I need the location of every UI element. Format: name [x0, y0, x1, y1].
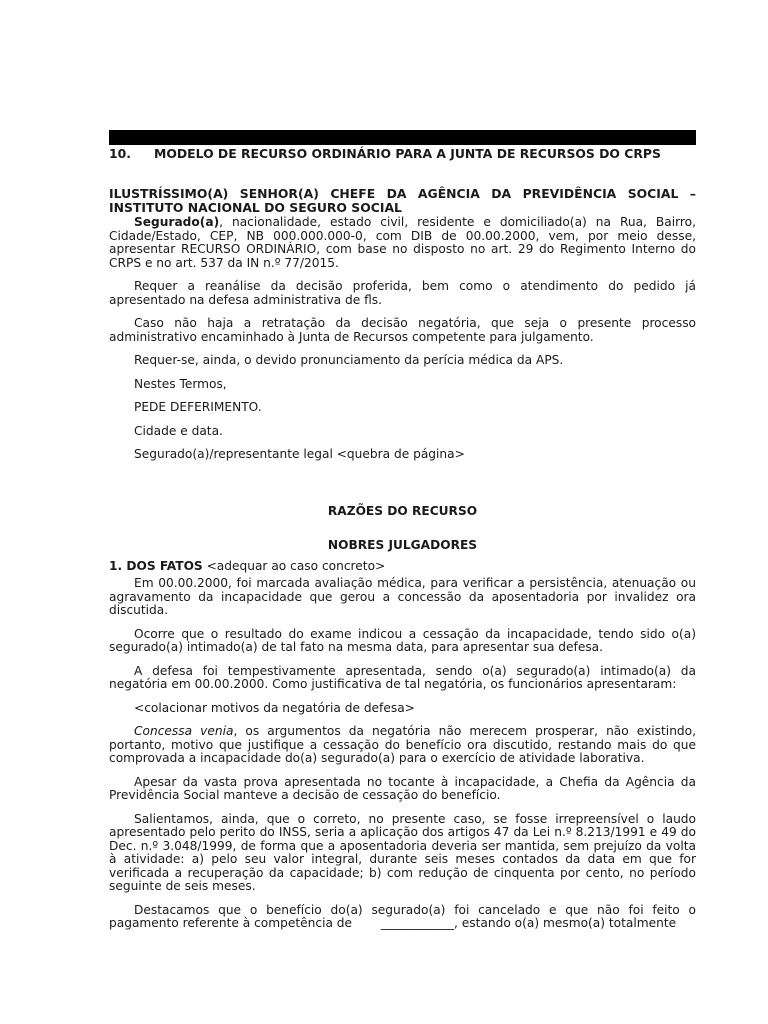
- fatos-paragraph-8-before: Destacamos que o benefício do(a) segurado(a) foi cancelado e que não foi feito o pagamento referente à competência de: [109, 902, 696, 930]
- segurado-label: Segurado(a): [134, 215, 220, 229]
- fatos-paragraph-5: [109, 725, 696, 766]
- julgadores-title: NOBRES JULGADORES: [327, 538, 478, 552]
- competencia-blank: ____________: [380, 916, 455, 930]
- paragraph-retratacao: Caso não haja a retratação da decisão negatória, que seja o presente processo administrativo encaminhado à Junta de Recursos competente para julgamento.: [109, 316, 696, 344]
- concessa-venia: Concessa venia: [134, 724, 234, 738]
- closing-termos: Nestes Termos,: [134, 376, 227, 391]
- razoes-title: RAZÕES DO RECURSO: [327, 503, 478, 518]
- fatos-paragraph-7: Salientamos, ainda, que o correto, no presente caso, se fosse irrepreensível o laudo apresentado pelo perito do INSS, seria a aplicação dos artigos 47 da Lei n.º 8.213/1991 e 49 do Dec. n.º 3.048/1999, de forma que a aposentadoria deveria ser mantida, sem prejuízo da volta à atividade: a) pelo seu valor integral, durante seis meses contados da data em que for verificada a recuperação da capacidade; b) com redução de cinquenta por cento, no período seguinte de seis meses.: [109, 811, 696, 893]
- section-title: MODELO DE RECURSO ORDINÁRIO PARA A JUNTA DE RECURSOS DO CRPS: [154, 146, 661, 161]
- paragraph-reanalise: Requer a reanálise da decisão proferida, bem como o atendimento do pedido já apresentado na defesa administrativa de fls.: [109, 279, 696, 307]
- fatos-note: <adequar ao caso concreto>: [202, 558, 386, 573]
- section-heading: [109, 147, 696, 161]
- paragraph-intro-text: , nacionalidade, estado civil, residente e domiciliado(a) na Rua, Bairro, Cidade/Estado, CEP, NB 000.000.000-0, com DIB de 00.00.2000, vem, por meio desse, apresentar RECURSO ORDINÁRIO, com base no disposto no art. 29 do Regimento Interno do CRPS e no art. 537 da IN n.º 77/2015.: [109, 215, 696, 270]
- fatos-paragraph-1: Em 00.00.2000, foi marcada avaliação médica, para verificar a persistência, atenuação ou agravamento da incapacidade que gerou a concessão da aposentadoria por invalidez ora discutida.: [109, 576, 696, 617]
- fatos-paragraph-8-after: , estando o(a) mesmo(a) totalmente: [454, 916, 677, 930]
- header-bar: [109, 130, 696, 145]
- paragraph-pericia: Requer-se, ainda, o devido pronunciamento da perícia médica da APS.: [134, 353, 564, 367]
- address-line: ILUSTRÍSSIMO(A) SENHOR(A) CHEFE DA AGÊNCIA DA PREVIDÊNCIA SOCIAL – INSTITUTO NACIONAL DO SEGURO SOCIAL: [109, 186, 696, 215]
- fatos-paragraph-5-text: , os argumentos da negatória não merecem prosperar, não existindo, portanto, motivo que justifique a cessação do benefício ora discutido, restando mais do que comprovada a incapacidade do(a) segurado(a) para o exercício de atividade laborativa.: [109, 724, 696, 765]
- paragraph-intro: [109, 216, 696, 270]
- fatos-paragraph-2: Ocorre que o resultado do exame indicou a cessação da incapacidade, tendo sido o(a) segurado(a) intimado(a) de tal fato na mesma data, para apresentar sua defesa.: [109, 626, 696, 654]
- fatos-label: 1. DOS FATOS: [109, 558, 203, 573]
- fatos-paragraph-6: Apesar da vasta prova apresentada no tocante à incapacidade, a Chefia da Agência da Previdência Social manteve a decisão de cessação do benefício.: [109, 774, 696, 802]
- fatos-paragraph-4: <colacionar motivos da negatória de defesa>: [134, 700, 415, 715]
- document-content: [109, 130, 696, 931]
- fatos-paragraph-3: A defesa foi tempestivamente apresentada, sendo o(a) segurado(a) intimado(a) da negatória em 00.00.2000. Como justificativa de tal negatória, os funcionários apresentaram:: [109, 663, 696, 691]
- closing-deferimento: PEDE DEFERIMENTO.: [134, 400, 262, 414]
- section-number: 10.: [109, 146, 131, 161]
- fatos-heading: [109, 560, 696, 574]
- closing-signature: Segurado(a)/representante legal <quebra de página>: [134, 447, 465, 461]
- fatos-paragraph-8: [109, 904, 696, 931]
- closing-cidade-data: Cidade e data.: [134, 423, 223, 438]
